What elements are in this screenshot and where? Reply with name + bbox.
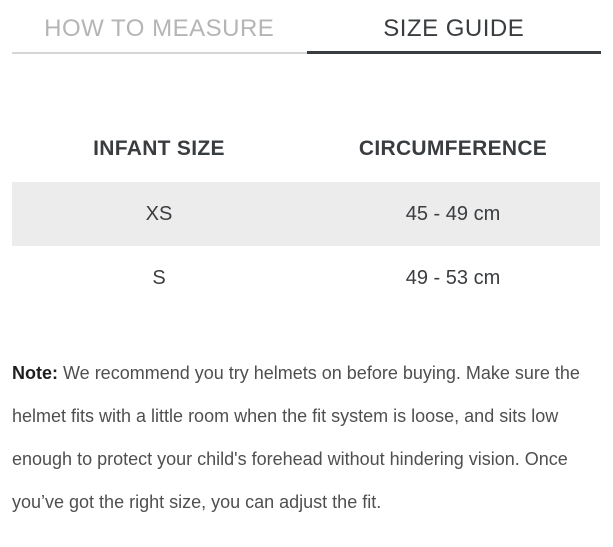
- note-label: Note:: [12, 363, 58, 383]
- size-cell: XS: [145, 202, 173, 225]
- tab-bar: [12, 0, 601, 54]
- tab-how-to-measure[interactable]: HOW TO MEASURE: [12, 0, 307, 54]
- tab-size-guide[interactable]: SIZE GUIDE: [307, 0, 602, 54]
- note-text: We recommend you try helmets on before buying. Make sure the helmet fits with a little room when the fit system is loose, and sits low enough to protect your child's forehead without hindering vision. Once you’ve got the right size, you can adjust the fit.: [12, 363, 580, 512]
- size-table-header-row: [12, 116, 600, 182]
- size-table: [12, 116, 600, 310]
- circumference-cell: 45 - 49 cm: [405, 202, 501, 225]
- circumference-cell: 49 - 53 cm: [405, 266, 501, 289]
- column-header-infant-size: INFANT SIZE: [93, 137, 225, 160]
- column-header-circumference: CIRCUMFERENCE: [358, 137, 548, 160]
- fit-note: [12, 352, 599, 524]
- table-row: [12, 182, 600, 246]
- size-cell: S: [152, 266, 166, 289]
- table-row: [12, 246, 600, 310]
